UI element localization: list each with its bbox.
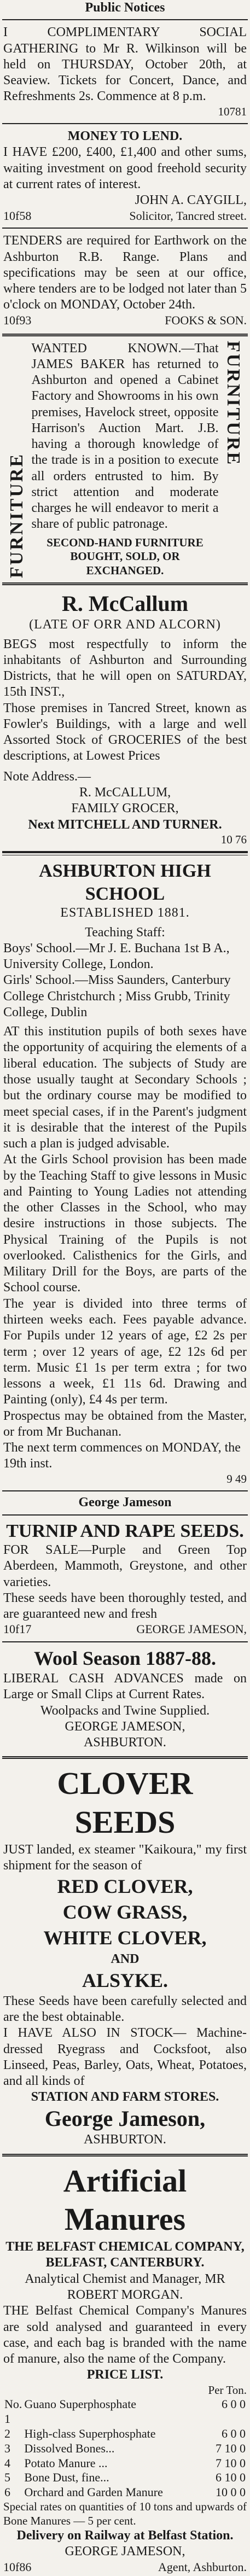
item-name: Orchard and Garden Manure <box>24 2485 163 2499</box>
school-text-5: The next term commences on MONDAY, the 19th inst. <box>3 1441 241 1471</box>
divider <box>2 2154 248 2157</box>
table-row <box>3 2470 247 2485</box>
jameson-header: George Jameson <box>78 1495 172 1510</box>
section-header: Public Notices <box>85 1 165 15</box>
notice-title: MONEY TO LEND. <box>67 129 183 144</box>
item-number: No. 1 <box>4 2397 22 2426</box>
clover-item: COW GRASS, <box>62 1901 188 1924</box>
signer-place: ASHBURTON. <box>84 2132 166 2147</box>
item-number: 6 <box>4 2485 10 2499</box>
signer: R. McCALLUM, <box>79 785 171 800</box>
clover-advert <box>2 1763 248 2149</box>
price-list-title: PRICE LIST. <box>86 2368 164 2382</box>
side-label-left: FURNITURE <box>7 452 27 578</box>
signer: GEORGE JAMESON, <box>65 1719 185 1734</box>
manures-text-2: Special rates on quantities of 10 tons and upwards of Bone Manures — 5 per cent. <box>3 2499 247 2527</box>
clover-text-4: STATION AND FARM STORES. <box>31 2090 219 2105</box>
item-number: 2 <box>4 2426 10 2440</box>
school-established: ESTABLISHED 1881. <box>60 906 190 920</box>
wool-title: Wool Season 1887-88. <box>33 1647 217 1670</box>
notice-ref: 10f58 <box>3 208 32 223</box>
clover-item: ALSYKE. <box>82 1969 168 1991</box>
notice-social-gathering <box>2 24 248 120</box>
clover-title: CLOVER SEEDS <box>57 1765 193 1840</box>
turnip-advert <box>2 1519 248 1639</box>
item-price: 7 10 0 <box>216 2456 246 2470</box>
turnip-ref: 10f17 <box>3 1622 32 1636</box>
item-price: 6 0 0 <box>222 2426 246 2440</box>
mccallum-advert <box>2 590 248 848</box>
furniture-advert <box>2 341 248 578</box>
manures-text-3: Delivery on Railway at Belfast Station. <box>16 2528 234 2543</box>
school-text-2: At the Girls School provision has been made by the Teaching Staff to give lessons in Music and Painting to Young Ladies not attending the other Classes in the School, who may desire instructions in those subjects. The Physical Training of the Pupils is not overlooked. Calisthenics for the Girls, and Military Drill for the Boys, are parts of the School course. <box>3 1152 247 1295</box>
school-text-1: AT this institution pupils of both sexes have the opportunity of acquiring the elements of a liberal education. The subjects of Study are those usually taught at Secondary Schools ; but the ordinary course may be modified to meet special cases, if in the Parent's judgment it is desirable that the interest of the Pupils such a plan is judged advisable. <box>3 1024 247 1151</box>
divider <box>2 228 248 229</box>
manures-advert <box>2 2161 248 2576</box>
item-name: Guano Superphosphate <box>24 2397 137 2411</box>
item-name: Dissolved Bones... <box>24 2441 115 2455</box>
notice-ref: 10781 <box>218 104 247 118</box>
staff-heading: Teaching Staff: <box>85 925 165 940</box>
company-name: THE BELFAST CHEMICAL COMPANY, BELFAST, CANTERBURY. <box>5 2240 245 2270</box>
note-address: Note Address.— <box>3 769 91 784</box>
manures-title: Artificial Manures <box>63 2163 187 2237</box>
clover-text-2: These Seeds have been carefully selected and are the best obtainable. <box>3 1994 247 2025</box>
item-number: 5 <box>4 2470 10 2485</box>
furniture-text: WANTED KNOWN.—That JAMES BAKER has returned to Ashburton and opened a Cabinet Factory and Showrooms in his own premises, Havelock street, opposite Harrison's Auction Mart. J.B. having a thorough knowledge of the trade is in a position to execute all orders entrusted to him. By strict attention and moderate charges he will endeavor to merit a share of public patronage. <box>31 341 219 532</box>
notice-text: TENDERS are required for Earthwork on the Ashburton R.B. Range. Plans and specifications may be seen at our office, where tenders are to be lodged not later than 5 o'clock on MONDAY, October 24th. <box>3 234 247 312</box>
newspaper-column <box>2 0 248 2576</box>
furniture-note: SECOND-HAND FURNITURE BOUGHT, SOLD, OR EXCHANGED. <box>46 535 204 577</box>
item-price: 7 10 0 <box>216 2441 246 2455</box>
notice-ref: 10f93 <box>3 313 32 327</box>
clover-item: RED CLOVER, <box>57 1875 193 1898</box>
price-table <box>3 2397 247 2500</box>
signer-place: ASHBURTON. <box>84 1735 166 1750</box>
divider <box>2 1641 248 1642</box>
clover-text-3: I HAVE ALSO IN STOCK— Machine-dressed Ryegrass and Cocksfoot, also Linseed, Peas, Barley, Oats, Wheat, Potatoes, and all kinds of <box>3 2026 247 2089</box>
item-name: High-class Superphosphate <box>24 2426 156 2440</box>
advert-text-2: Those premises in Tancred Street, known as Fowler's Buildings, with a large and well Assorted Stock of GROCERIES of the best descriptions, at Lowest Prices <box>3 701 247 764</box>
school-text-3: The year is divided into three terms of thirteen weeks each. Fees payable advance. For Pupils under 12 years of age, £2 2s per term ; over 12 years of age, £2 12s 6d per term. Music £1 1s per term extra ; for two lessons a week, £1 11s 6d. Drawing and Painting (only), £4 4s per term. <box>3 1296 247 1407</box>
manager-line: Analytical Chemist and Manager, MR ROBERT MORGAN. <box>25 2271 225 2302</box>
manures-ref: 10f86 <box>3 2560 32 2574</box>
signer: GEORGE JAMESON, <box>65 2544 185 2559</box>
turnip-text-2: These seeds have been thoroughly tested, and are guaranteed new and fresh <box>3 1590 247 1622</box>
notice-text: I COMPLIMENTARY SOCIAL GATHERING to Mr R. Wilkinson will be held on THURSDAY, October 20th, at Seaview. Tickets for Concert, Dance, and Refreshments 2s. Commence at 8 p.m. <box>3 25 247 104</box>
divider <box>2 1514 248 1516</box>
divider <box>2 334 248 336</box>
boys-school: Boys' School.—Mr J. E. Buchana 1st B A., University College, London. <box>3 941 230 972</box>
girls-school: Girls' School.—Miss Saunders, Canterbury College Christchurch ; Miss Grubb, Trinity College, Dublin <box>3 973 231 1019</box>
signer-role: FAMILY GROCER, <box>71 801 179 816</box>
signer: GEORGE JAMESON, <box>136 1622 247 1636</box>
item-name: Potato Manure ... <box>24 2456 108 2470</box>
advert-ref: 10 76 <box>220 832 247 846</box>
divider <box>2 123 248 124</box>
item-name: Bone Dust, fine... <box>24 2470 109 2485</box>
signer: George Jameson, <box>44 2106 206 2131</box>
signer: FOOKS & SON. <box>165 313 247 327</box>
divider <box>2 582 248 585</box>
advertiser-name: R. McCallum <box>61 591 189 616</box>
table-row <box>3 2456 247 2471</box>
school-title: ASHBURTON HIGH SCHOOL <box>39 861 211 904</box>
table-row <box>3 2397 247 2427</box>
wool-text: LIBERAL CASH ADVANCES made on Large or Small Clips at Current Rates. <box>3 1671 247 1702</box>
divider <box>2 1490 248 1491</box>
table-row <box>3 2441 247 2456</box>
wool-text-2: Woolpacks and Twine Supplied. <box>40 1703 210 1718</box>
divider <box>2 1756 248 1759</box>
clover-item: AND <box>111 1951 139 1966</box>
notice-money-to-lend <box>2 127 248 224</box>
item-price: 6 0 0 <box>222 2397 246 2411</box>
clover-item: WHITE CLOVER, <box>43 1926 207 1949</box>
price-list-head: Per Ton. <box>208 2383 247 2397</box>
notice-tenders <box>2 232 248 329</box>
signer-role: Agent, Ashburton. <box>158 2560 247 2574</box>
turnip-title: TURNIP AND RAPE SEEDS. <box>6 1520 244 1541</box>
signer-address: Next MITCHELL AND TURNER. <box>28 817 222 832</box>
wool-advert <box>2 1646 248 1752</box>
divider <box>2 19 248 20</box>
item-price: 10 0 0 <box>216 2485 246 2499</box>
divider <box>2 851 248 855</box>
advert-text: BEGS most respectfully to inform the inhabitants of Ashburton and Surrounding Districts, that he will open on SATURDAY, 15th INST., <box>3 637 247 700</box>
item-number: 3 <box>4 2441 10 2455</box>
high-school-advert <box>2 859 248 1487</box>
clover-text: JUST landed, ex steamer "Kaikoura," my first shipment for the season of <box>3 1842 247 1873</box>
side-label-right: FURNITURE <box>223 340 243 466</box>
school-text-4: Prospectus may be obtained from the Master, or from Mr Buchanan. <box>3 1408 247 1439</box>
signer: JOHN A. CAYGILL, <box>135 193 247 208</box>
turnip-text: FOR SALE—Purple and Green Top Aberdeen, Mammoth, Greystone, and other varieties. <box>3 1542 247 1589</box>
table-row <box>3 2485 247 2500</box>
table-row <box>3 2427 247 2441</box>
advertiser-sub: (LATE OF ORR AND ALCORN) <box>29 617 221 632</box>
school-ref: 9 49 <box>226 1472 247 1485</box>
signer-role: Solicitor, Tancred street. <box>129 208 247 223</box>
notice-text: I HAVE £200, £400, £1,400 and other sums, waiting investment on good freehold security at current rates of interest. <box>3 145 247 191</box>
item-number: 4 <box>4 2456 10 2470</box>
item-price: 6 10 0 <box>216 2470 246 2485</box>
manures-text: THE Belfast Chemical Company's Manures are sold analysed and guaranteed in every case, and each bag is branded with the name of manure, also the name of the Company. <box>3 2304 247 2367</box>
